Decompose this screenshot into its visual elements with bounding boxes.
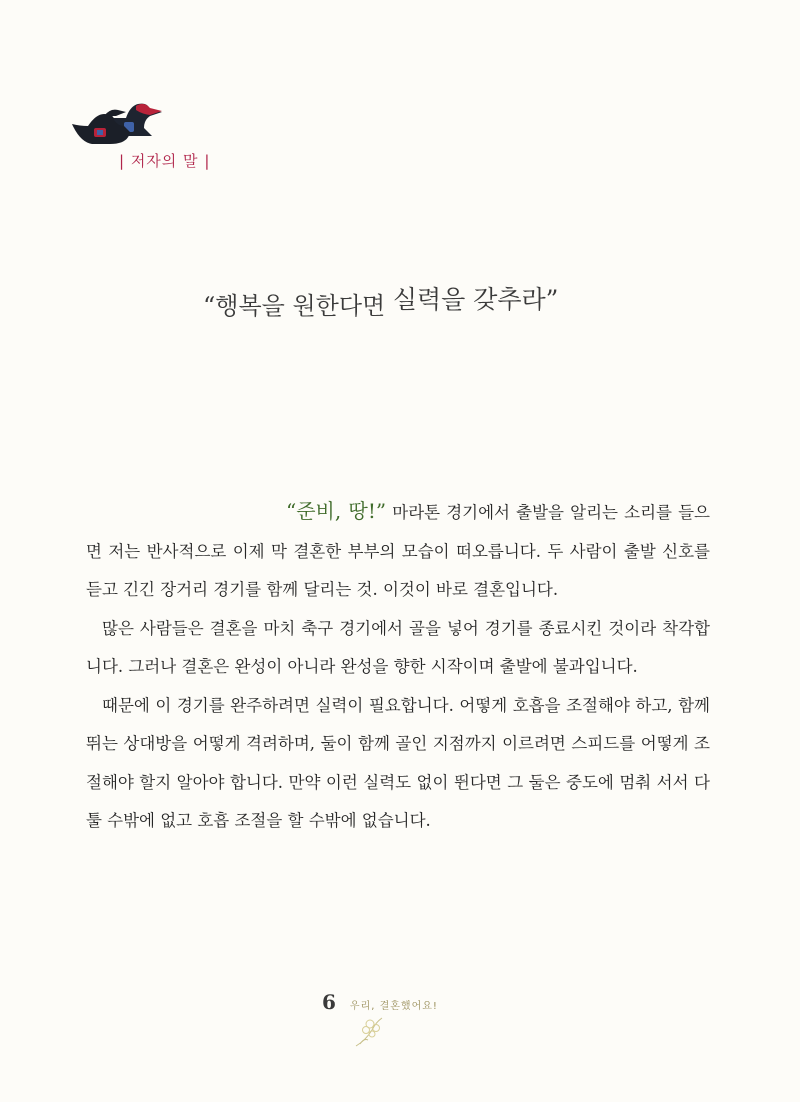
body-text: [86, 492, 710, 841]
paragraph-2: 많은 사람들은 결혼을 마치 축구 경기에서 골을 넣어 경기를 종료시킨 것이라 착각합니다. 그러나 결혼은 완성이 아니라 완성을 향한 시작이며 출발에 불과입니다.: [86, 618, 710, 676]
opening-quote: “준비, 땅!”: [286, 499, 387, 523]
running-title: 우리, 결혼했어요!: [349, 1001, 438, 1012]
ducks-logo-icon: [70, 96, 170, 148]
section-label: | 저자의 말 |: [119, 152, 211, 170]
flower-ornament-icon: [352, 1010, 392, 1050]
paragraph-1-text: 마라톤 경기에서 출발을 알리는 소리를 들으면 저는 반사적으로 이제 막 결혼한 부부의 모습이 떠오릅니다. 두 사람이 출발 신호를 듣고 긴긴 장거리 경기를 함께 달리는 것. 이것이 바로 결혼입니다.: [86, 503, 710, 599]
page-number: 6: [322, 990, 336, 1014]
chapter-title: [203, 286, 558, 322]
paragraph-3: 때문에 이 경기를 완주하려면 실력이 필요합니다. 어떻게 호흡을 조절해야 하고, 함께 뛰는 상대방을 어떻게 격려하며, 둘이 함께 골인 지점까지 이르려면 스피드를 어떻게 조절해야 할지 알아야 합니다. 만약 이런 실력도 없이 뛴다면 그 둘은 중도에 멈춰 서서 다툴 수밖에 없고 호흡 조절을 할 수밖에 없습니다.: [86, 695, 710, 830]
paragraph-1: [86, 492, 710, 610]
chapter-title-part2: 실력을 갖추라”: [392, 285, 559, 314]
chapter-title-part1: “행복을 원한다면: [203, 292, 393, 320]
